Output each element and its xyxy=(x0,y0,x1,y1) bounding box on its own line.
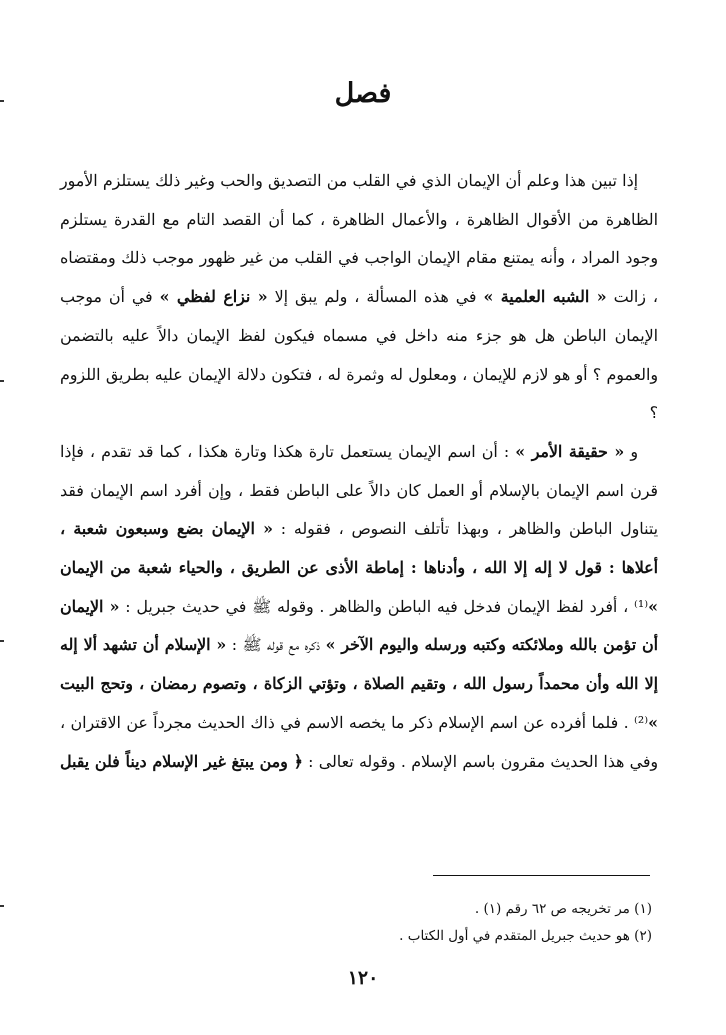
body-text-run: ⁽¹⁾ ، أفرد لفظ الإيمان فدخل فيه الباطن والظاهر . وقوله ﷺ في حديث جبريل : xyxy=(119,596,649,616)
footnote-divider xyxy=(433,875,650,876)
margin-mark xyxy=(0,640,4,642)
emphasized-text: « الإيمان بضع وسبعون شعبة ، أعلاها : قول لا إله إلا الله ، وأدناها : إماطة الأذى عن الطريق ، والحياء شعبة من الإيمان » xyxy=(60,519,658,616)
body-text xyxy=(60,162,658,781)
body-text-run: ⁽²⁾ . فلما أفرده عن اسم الإسلام ذكر ما يخصه الاسم في ذاك الحديث مجرداً عن الاقتران ، وفي هذا الحديث مقرون باسم الإسلام . وقوله تعالى : xyxy=(60,712,658,771)
emphasized-text: « حقيقة الأمر » xyxy=(515,441,625,461)
margin-mark xyxy=(0,380,4,382)
body-text-run: في هذه المسألة ، ولم يبق إلا xyxy=(267,287,484,307)
body-text-run: إذا تبين هذا وعلم أن الإيمان الذي في القلب من التصديق والحب وغير ذلك يستلزم الأمور الظاهرة من الأقوال الظاهرة ، والأعمال الظاهرة ، كما أن القصد التام مع القدرة يستلزم وجود المراد ، وأنه يمتنع مقام الإيمان الواجب في القلب من غير ظهور موجب ذلك ومقتضاه ، زالت xyxy=(60,171,659,307)
paragraph-2 xyxy=(60,433,658,781)
section-heading: فصل xyxy=(334,78,392,109)
emphasized-text: ﴿ ومن يبتغ غير الإسلام ديناً فلن يقبل xyxy=(60,751,303,771)
body-text-run: و xyxy=(624,441,639,461)
body-text-run: ذكره مع قوله ﷺ : xyxy=(226,635,326,655)
footnotes xyxy=(300,896,652,950)
body-text-run: : أن اسم الإيمان يستعمل تارة هكذا وتارة هكذا ، كما قد تقدم ، فإذا قرن اسم الإيمان بالإسلام أو العمل كان دالاً على الباطن فقط ، وإن أفرد اسم الإيمان فقد يتناول الباطن والظاهر ، وبهذا تأتلف النصوص ، فقوله : xyxy=(60,441,658,539)
page-number: ١٢٠ xyxy=(347,967,379,989)
paragraph-1 xyxy=(60,162,658,433)
emphasized-text: « الإيمان أن تؤمن بالله وملائكته وكتبه ورسله واليوم الآخر » xyxy=(60,596,658,655)
footnote-2: (٢) هو حديث جبريل المتقدم في أول الكتاب . xyxy=(399,928,652,944)
emphasized-text: « الشبه العلمية » xyxy=(483,287,607,307)
body-text-run: في أن موجب الإيمان الباطن هل هو جزء منه داخل في مسماه فيكون لفظ الإيمان دالاً عليه بالتضمن والعموم ؟ أو هو لازم للإيمان ، ومعلول له وثمرة له ، فتكون دلالة الإيمان عليه بطريق اللزوم ؟ xyxy=(60,287,658,423)
margin-mark xyxy=(0,905,4,907)
margin-mark xyxy=(0,100,4,102)
emphasized-text: « الإسلام أن تشهد ألا إله إلا الله وأن محمداً رسول الله ، وتقيم الصلاة ، وتؤتي الزكاة ، وتصوم رمضان ، وتحج البيت » xyxy=(60,635,658,732)
footnote-1: (١) مر تخريجه ص ٦٢ رقم (١) . xyxy=(474,901,652,917)
emphasized-text: « نزاع لفظي » xyxy=(159,287,268,307)
